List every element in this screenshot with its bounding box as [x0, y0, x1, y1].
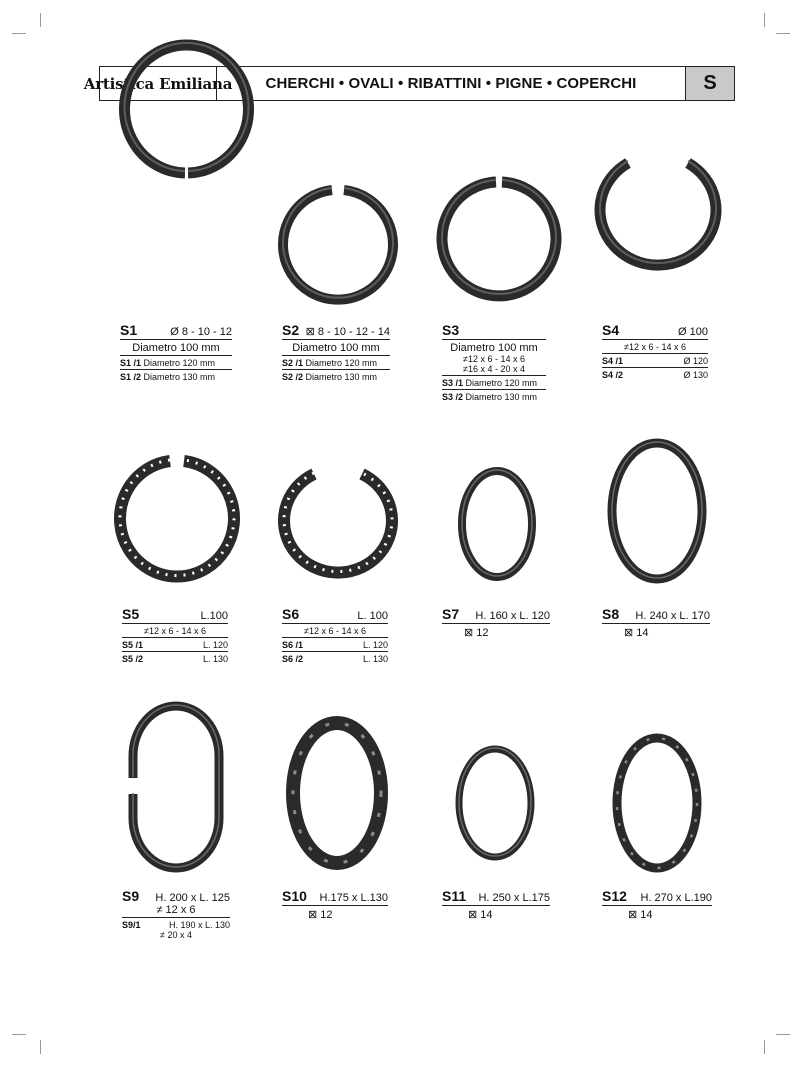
item-code: S12 [602, 888, 627, 904]
item-dimension: H. 200 x L. 125 [155, 892, 230, 904]
item-section: ≠12 x 6 - 14 x 6 [282, 626, 388, 638]
variant-text: Diametro 130 mm [465, 392, 538, 402]
item-dimension: L. 100 [357, 610, 388, 622]
caption-s2 [282, 322, 390, 382]
item-section: ⊠ 14 [628, 909, 653, 921]
ring-s7-image [455, 464, 539, 584]
ring-s3-image [430, 170, 562, 306]
ring-s9-image [118, 698, 234, 876]
item-dimension: H. 250 x L.175 [478, 892, 550, 904]
catalog-header [83, 66, 735, 101]
crop-mark [12, 33, 26, 34]
item-dimension: H. 160 x L. 120 [475, 610, 550, 622]
variant-code: S6 /2 [282, 654, 304, 664]
ring-s10-image [282, 712, 392, 874]
item-diameter: Diametro 100 mm [450, 342, 538, 354]
item-diameter: Diametro 100 mm [282, 342, 390, 356]
item-section: ≠12 x 6 - 14 x 6 [463, 354, 525, 364]
item-section: ⊠ 14 [468, 909, 493, 921]
variant-code: S6 /1 [282, 640, 304, 650]
ring-s5-image [110, 452, 242, 588]
variant-code: S3 /2 [442, 392, 464, 402]
item-dimension: ⊠ 8 - 10 - 12 - 14 [305, 326, 390, 338]
item-code: S7 [442, 606, 460, 622]
variant-text: H. 190 x L. 130 [168, 920, 230, 930]
caption-s1 [120, 322, 232, 382]
item-code: S9 [122, 888, 140, 904]
variant-text: L. 120 [362, 640, 388, 650]
crop-mark [764, 1040, 765, 1054]
item-section: ⊠ 12 [308, 909, 333, 921]
item-code: S10 [282, 888, 307, 904]
item-dimension: H.175 x L.130 [319, 892, 388, 904]
item-code: S6 [282, 606, 300, 622]
crop-mark [40, 1040, 41, 1054]
variant-code: S3 /1 [442, 378, 464, 388]
item-dimension: H. 270 x L.190 [640, 892, 712, 904]
variant-code: S4 /2 [602, 370, 624, 380]
caption-s8 [602, 606, 710, 639]
caption-s5 [122, 606, 228, 664]
ring-s12-image [607, 728, 707, 878]
caption-s11 [442, 888, 550, 921]
ring-s6-image [276, 466, 402, 584]
section-tab: S [685, 67, 734, 100]
variant-code: S1 /2 [120, 372, 142, 382]
crop-mark [40, 13, 41, 27]
item-section: ≠12 x 6 - 14 x 6 [122, 626, 228, 638]
caption-s7 [442, 606, 550, 639]
ring-s11-image [452, 742, 538, 864]
item-diameter: Diametro 100 mm [120, 342, 232, 356]
ring-s1-image [105, 162, 251, 312]
variant-text: L. 130 [202, 654, 228, 664]
item-code: S8 [602, 606, 620, 622]
item-code: S5 [122, 606, 140, 622]
variant-code: S5 /1 [122, 640, 144, 650]
item-dimension: H. 240 x L. 170 [635, 610, 710, 622]
item-code: S1 [120, 322, 138, 338]
caption-s9 [122, 888, 230, 940]
variant-text: Diametro 120 mm [143, 358, 216, 368]
variant-code: S2 /2 [282, 372, 304, 382]
variant-text: L. 130 [362, 654, 388, 664]
variant-code: S4 /1 [602, 356, 624, 366]
crop-mark [776, 1034, 790, 1035]
item-section: ≠12 x 6 - 14 x 6 [602, 342, 708, 354]
ring-s2-image [273, 180, 405, 312]
item-section: ≠16 x 4 - 20 x 4 [442, 364, 546, 376]
caption-s10 [282, 888, 388, 921]
crop-mark [12, 1034, 26, 1035]
variant-code: S9/1 [122, 920, 141, 930]
item-code: S3 [442, 322, 460, 338]
variant-code: S5 /2 [122, 654, 144, 664]
variant-text: Ø 130 [683, 370, 708, 380]
caption-s3 [442, 322, 546, 402]
caption-s4 [602, 322, 708, 380]
variant-text: Diametro 120 mm [465, 378, 538, 388]
variant-section: ≠ 20 x 4 [160, 930, 192, 940]
variant-text: Diametro 130 mm [143, 372, 216, 382]
item-code: S11 [442, 888, 467, 904]
page-title: CHERCHI • OVALI • RIBATTINI • PIGNE • COPERCHI [265, 75, 637, 92]
item-dimension: Ø 8 - 10 - 12 [170, 326, 232, 338]
variant-text: Diametro 120 mm [305, 358, 378, 368]
item-code: S4 [602, 322, 620, 338]
ring-s8-image [602, 434, 712, 588]
item-section: ⊠ 12 [464, 627, 489, 639]
item-dimension: L.100 [200, 610, 228, 622]
brand-logo: Artistica Emiliana [100, 67, 217, 100]
item-code: S2 [282, 322, 300, 338]
caption-s6 [282, 606, 388, 664]
variant-text: Diametro 130 mm [305, 372, 378, 382]
caption-s12 [602, 888, 712, 921]
ring-s4-image [590, 155, 726, 277]
item-section: ⊠ 14 [624, 627, 649, 639]
variant-code: S2 /1 [282, 358, 304, 368]
item-dimension: Ø 100 [678, 326, 708, 338]
item-section: ≠ 12 x 6 [122, 904, 230, 918]
crop-mark [764, 13, 765, 27]
crop-mark [776, 33, 790, 34]
variant-code: S1 /1 [120, 358, 142, 368]
variant-text: Ø 120 [683, 356, 708, 366]
variant-text: L. 120 [202, 640, 228, 650]
